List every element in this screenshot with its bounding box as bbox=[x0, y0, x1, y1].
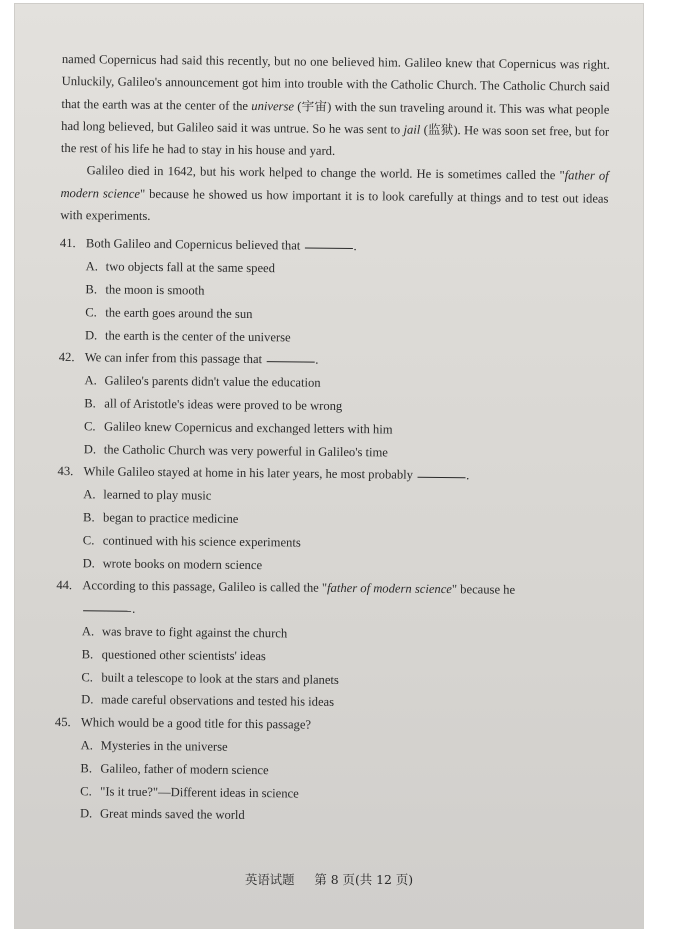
passage-text: (监狱). He was soon set free, but for the rest of his life he had to stay in his house and yard. bbox=[60, 122, 610, 159]
question-number: 44. bbox=[56, 578, 73, 593]
option-text: questioned other scientists' ideas bbox=[101, 647, 266, 663]
option-letter: B. bbox=[84, 396, 96, 411]
option-text: the earth goes around the sun bbox=[105, 305, 253, 321]
option-letter: C. bbox=[81, 669, 94, 684]
option-letter: A. bbox=[84, 373, 97, 388]
footer-page-info: 第 8 页(共 12 页) bbox=[314, 872, 414, 887]
passage-text: (宇宙) with the sun traveling around it. This was what people had long believed, but Galileo said it was untrue. So he was sent to bbox=[61, 99, 610, 137]
question-43 bbox=[56, 460, 605, 580]
option-text: built a telescope to look at the stars and planets bbox=[101, 669, 339, 687]
option-letter: B. bbox=[85, 282, 98, 297]
answer-blank bbox=[417, 476, 465, 479]
answer-options bbox=[55, 620, 604, 717]
passage-paragraph-2 bbox=[60, 159, 609, 232]
question-42 bbox=[58, 346, 607, 466]
page-footer bbox=[15, 870, 643, 888]
option-text: the moon is smooth bbox=[105, 282, 205, 298]
reading-passage bbox=[60, 48, 610, 232]
option-text: Mysteries in the universe bbox=[100, 738, 228, 754]
option-letter: B. bbox=[81, 646, 94, 662]
option-text: Galileo's parents didn't value the education bbox=[104, 373, 321, 390]
passage-text: " because he showed us how important it is to look carefully at things and to test out ideas with experiments. bbox=[60, 186, 609, 224]
question-number: 42. bbox=[58, 350, 75, 365]
option-letter: D. bbox=[83, 441, 97, 456]
question-41 bbox=[59, 232, 608, 352]
option-letter: A. bbox=[85, 259, 99, 274]
question-number: 41. bbox=[59, 236, 76, 251]
option-letter: B. bbox=[83, 510, 95, 525]
option-letter: A. bbox=[80, 738, 94, 753]
answer-blank bbox=[266, 361, 314, 364]
italic-term: jail bbox=[403, 122, 421, 137]
option-text: made careful observations and tested his ideas bbox=[101, 692, 335, 710]
option-text: continued with his science experiments bbox=[102, 533, 301, 550]
option-letter: C. bbox=[82, 532, 95, 548]
option-text: wrote books on modern science bbox=[102, 555, 263, 572]
answer-options bbox=[54, 734, 603, 831]
option-letter: A. bbox=[83, 487, 96, 502]
italic-term: father of modern science bbox=[327, 581, 453, 597]
question-text-end: . bbox=[315, 353, 319, 368]
question-text-end: . bbox=[353, 239, 357, 254]
option-text: the earth is the center of the universe bbox=[104, 328, 291, 344]
option-letter: D. bbox=[81, 692, 94, 707]
question-number: 45. bbox=[54, 715, 71, 730]
question-list bbox=[54, 232, 608, 830]
answer-options bbox=[56, 483, 605, 580]
passage-text: Galileo died in 1642, but his work helped to change the world. He is sometimes called the " bbox=[86, 163, 565, 183]
option-letter: D. bbox=[79, 806, 93, 821]
question-text-part: We can infer from this passage that bbox=[84, 350, 263, 367]
option-letter: A. bbox=[81, 624, 95, 639]
question-text-part: " because he bbox=[451, 582, 516, 598]
page-content bbox=[54, 48, 610, 831]
passage-paragraph-1 bbox=[61, 48, 610, 165]
question-text-part: Which would be a good title for this passage? bbox=[80, 715, 312, 732]
option-text: all of Aristotle's ideas were proved to be wrong bbox=[104, 396, 343, 413]
option-letter: C. bbox=[83, 419, 96, 434]
answer-blank bbox=[83, 609, 131, 612]
question-text-end: . bbox=[466, 468, 470, 483]
question-text-end: . bbox=[132, 601, 136, 616]
question-number: 43. bbox=[57, 464, 74, 479]
question-45 bbox=[54, 711, 603, 831]
option-text: Great minds saved the world bbox=[99, 806, 245, 823]
option-letter: D. bbox=[82, 555, 95, 570]
option-text: Galileo knew Copernicus and exchanged letters with him bbox=[103, 419, 393, 437]
option-letter: C. bbox=[80, 783, 92, 798]
passage-text: named Copernicus had said this recently, but no one believed him. Galileo knew that Copernicus was right. Unluckily, Galileo's announcement got him into trouble with the Catholic Church. The Catholic Church said that the earth was at the center of the bbox=[61, 51, 610, 113]
option-text: the Catholic Church was very powerful in Galileo's time bbox=[103, 442, 389, 459]
italic-term: universe bbox=[251, 98, 295, 114]
option-text: began to practice medicine bbox=[103, 510, 239, 526]
option-letter: B. bbox=[80, 760, 93, 776]
option-text: was brave to fight against the church bbox=[101, 624, 288, 641]
answer-blank bbox=[304, 247, 352, 250]
question-text-part: While Galileo stayed at home in his later years, he most probably bbox=[83, 464, 414, 483]
option-letter: D. bbox=[84, 327, 98, 342]
answer-options bbox=[58, 369, 607, 466]
question-text-part: Both Galileo and Copernicus believed that bbox=[85, 236, 301, 253]
option-text: Galileo, father of modern science bbox=[100, 761, 269, 777]
exam-paper-page bbox=[15, 4, 643, 928]
italic-term: father of modern science bbox=[60, 168, 609, 201]
answer-options bbox=[59, 255, 608, 352]
answer-option bbox=[54, 802, 602, 831]
question-44 bbox=[55, 574, 604, 717]
option-letter: C. bbox=[85, 305, 97, 320]
footer-subject: 英语试题 bbox=[244, 872, 295, 887]
option-text: learned to play music bbox=[103, 487, 212, 503]
option-text: "Is it true?"—Different ideas in science bbox=[100, 783, 299, 801]
question-text-part: According to this passage, Galileo is called the " bbox=[82, 578, 328, 596]
option-text: two objects fall at the same speed bbox=[105, 259, 276, 276]
